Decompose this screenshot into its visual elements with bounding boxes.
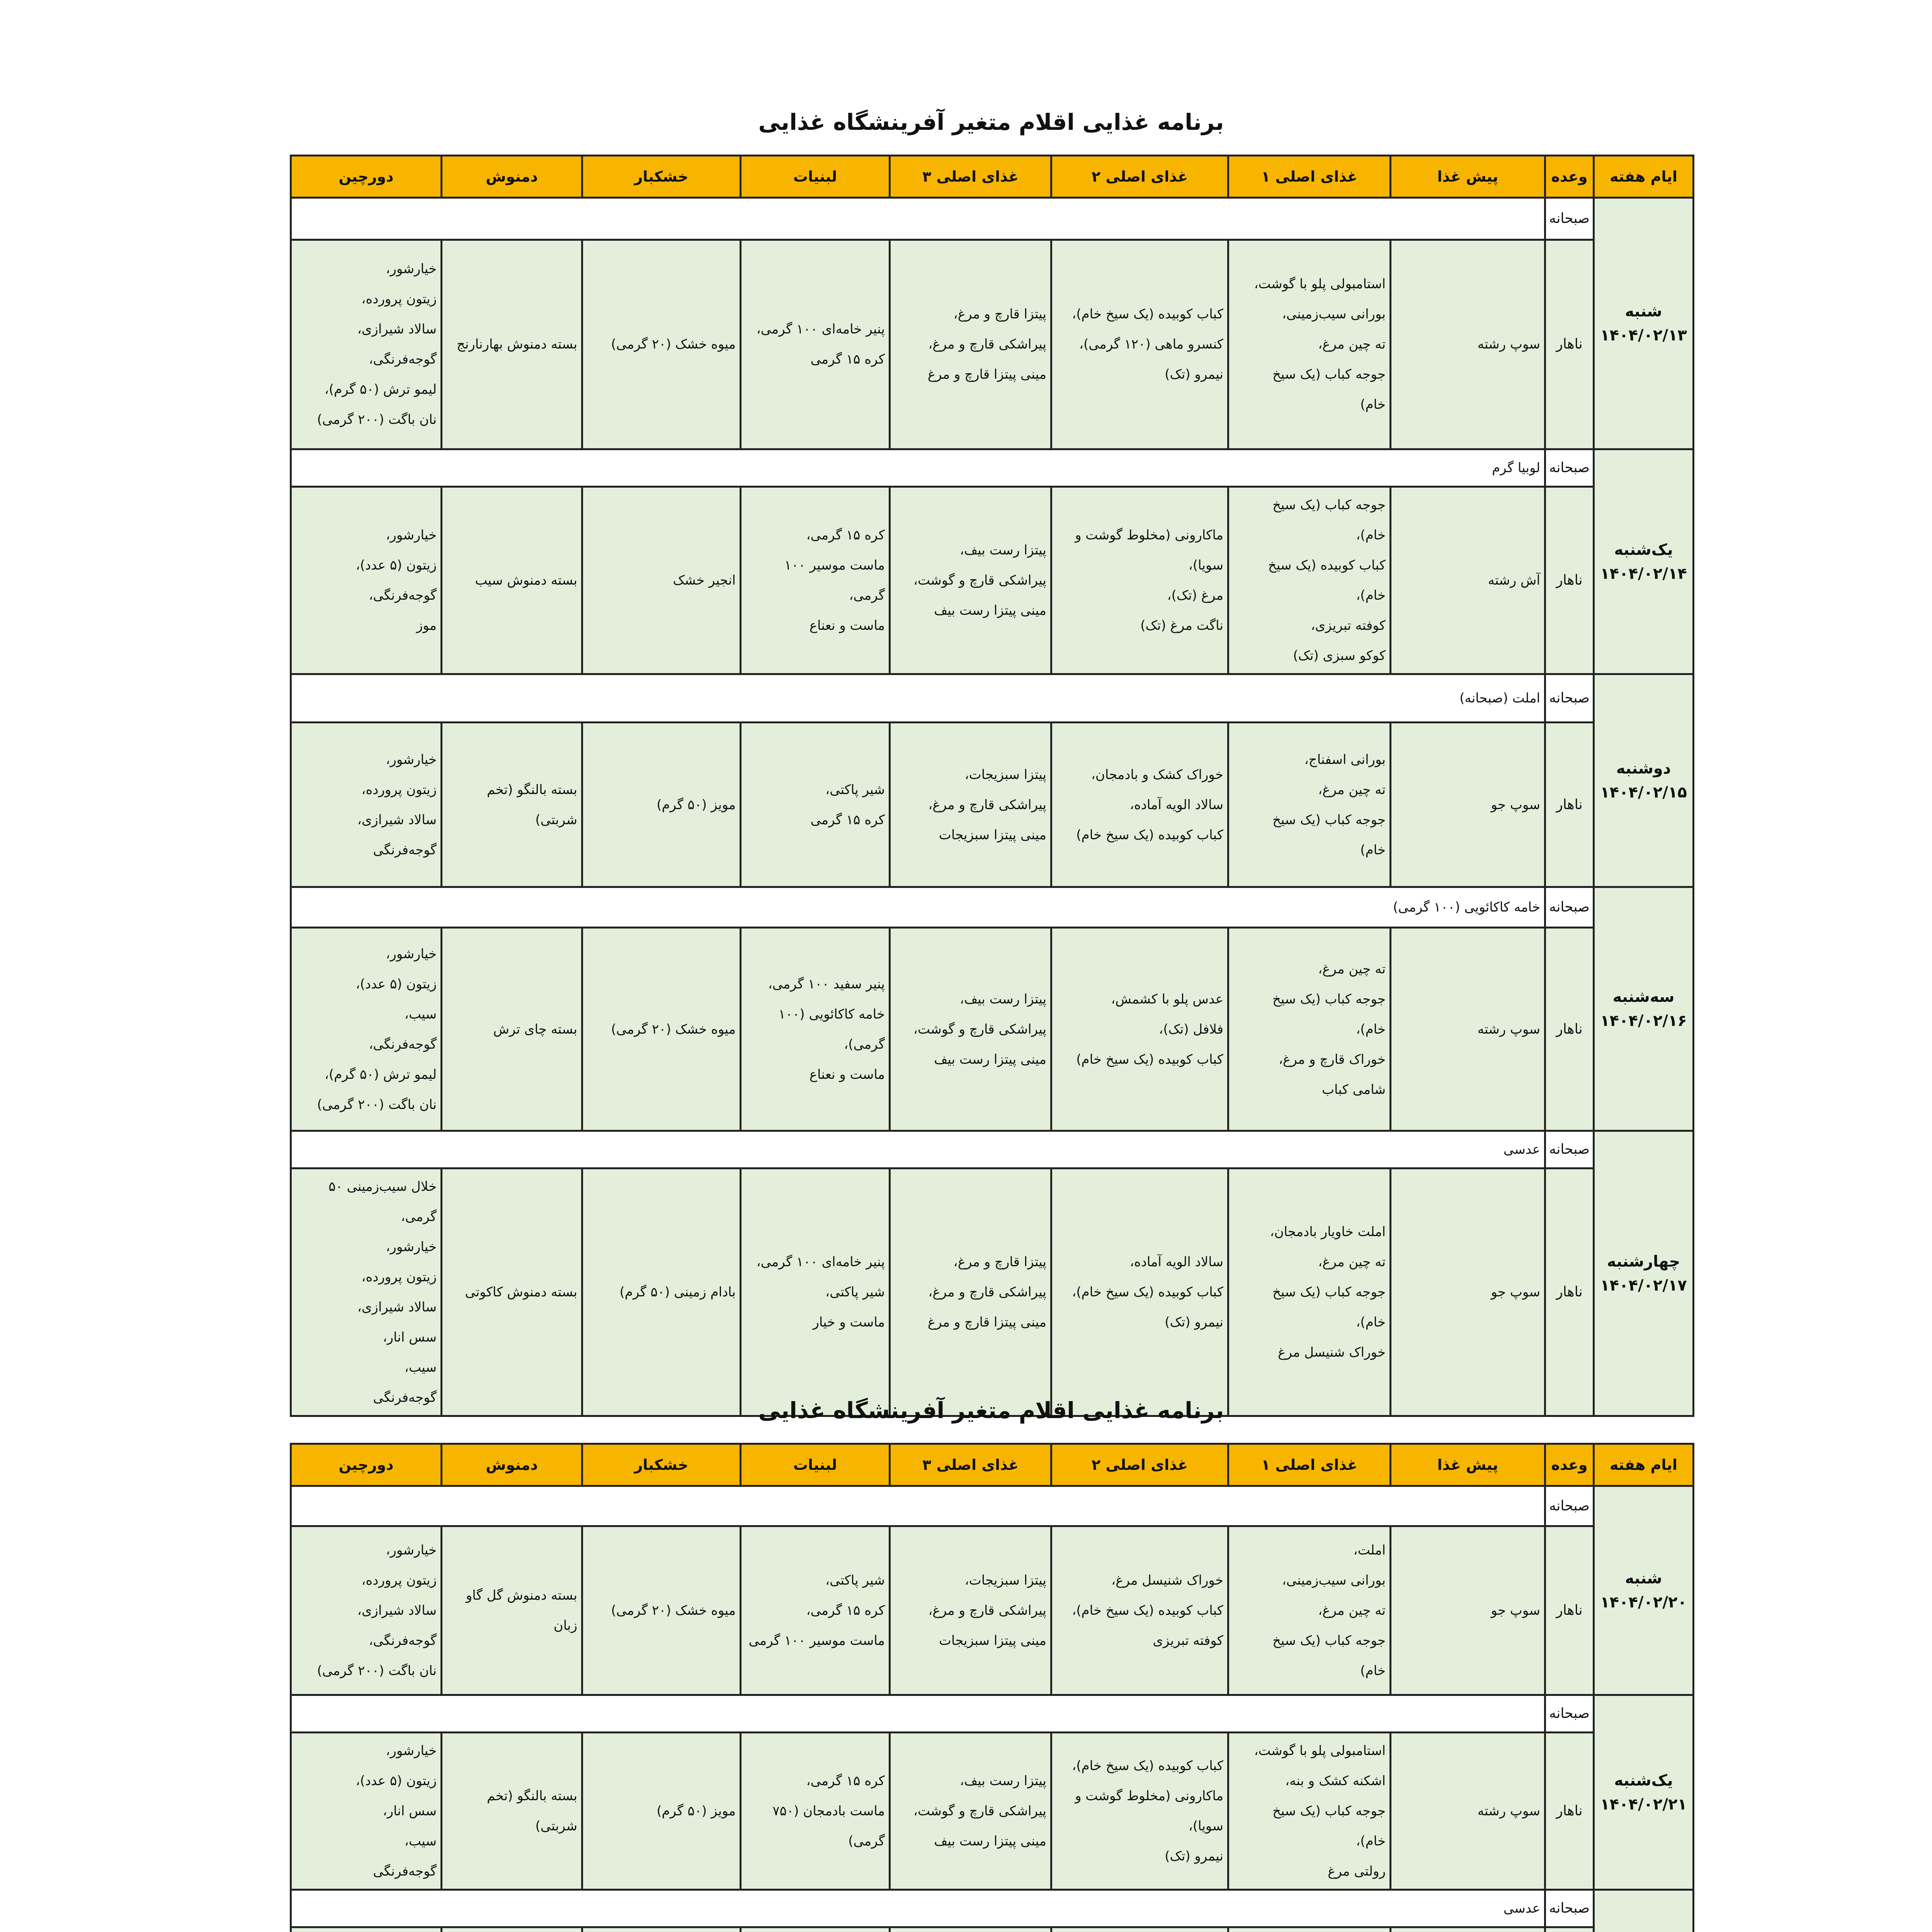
- side-cell: خیارشور، زیتون (۵ عدد)، گوجه‌فرنگی، موز: [291, 487, 442, 674]
- starter-cell: سوپ رشته: [1391, 1733, 1545, 1890]
- dairy-cell: پنیر سفید ۱۰۰ گرمی، خامه کاکائویی (۱۰۰ گرمی)، ماست و نعناع: [741, 928, 890, 1131]
- lunch-row: [291, 1526, 1694, 1695]
- main2-cell: سالاد الویه آماده، کباب کوبیده (یک سیخ خام)، نیمرو (تک): [1051, 1168, 1228, 1416]
- breakfast-label: صبحانه: [1545, 887, 1594, 928]
- header-meal: وعده: [1545, 156, 1594, 198]
- tea-cell: بسته چای ترش: [442, 928, 582, 1131]
- header-main1: غذای اصلی ۱: [1228, 156, 1391, 198]
- breakfast-item: عدسی: [291, 1890, 1545, 1927]
- breakfast-label: صبحانه: [1545, 198, 1594, 240]
- header-row: [291, 1444, 1694, 1486]
- side-cell: خلال سیب‌زمینی ۵۰ گرمی، خیارشور، زیتون پرورده، سالاد شیرازی، سس انار، سیب، گوجه‌فرنگی: [291, 1168, 442, 1416]
- dairy-cell: شیر پاکتی، کره ۱۵ گرمی: [741, 723, 890, 887]
- breakfast-row: [291, 1890, 1694, 1927]
- nuts-cell: مویز (۵۰ گرم): [582, 1733, 741, 1890]
- tea-cell: بسته دمنوش کاکوتی: [442, 1168, 582, 1416]
- header-row: [291, 156, 1694, 198]
- nuts-cell: انجیر خشک: [582, 487, 741, 674]
- header-side: دورچین: [291, 156, 442, 198]
- header-main1: غذای اصلی ۱: [1228, 1444, 1391, 1486]
- day-cell: شنبه ۱۴۰۴/۰۲/۲۰: [1594, 1486, 1694, 1695]
- lunch-label: ناهار: [1545, 240, 1594, 449]
- main1-cell: بورانی اسفناج، ته چین مرغ، جوجه کباب (یک سیخ خام): [1228, 723, 1391, 887]
- breakfast-item: عدسی: [291, 1131, 1545, 1168]
- breakfast-label: صبحانه: [1545, 1486, 1594, 1526]
- header-starter: پیش غذا: [1391, 1444, 1545, 1486]
- main3-cell: [890, 1927, 1051, 1932]
- breakfast-row: [291, 198, 1694, 240]
- side-cell: خیارشور، زیتون پرورده، سالاد شیرازی، گوجه‌فرنگی، لیمو ترش (۵۰ گرم)، نان باگت (۲۰۰ گرمی): [291, 240, 442, 449]
- breakfast-row: [291, 1486, 1694, 1526]
- tea-cell: بسته دمنوش سیب: [442, 487, 582, 674]
- breakfast-label: صبحانه: [1545, 1695, 1594, 1733]
- breakfast-row: [291, 887, 1694, 928]
- dairy-cell: پنیر خامه‌ای ۱۰۰ گرمی، کره ۱۵ گرمی: [741, 240, 890, 449]
- side-cell: خیارشور، زیتون (۵ عدد)، سیب، گوجه‌فرنگی، لیمو ترش (۵۰ گرم)، نان باگت (۲۰۰ گرمی): [291, 928, 442, 1131]
- nuts-cell: بادام زمینی (۵۰ گرم): [582, 1168, 741, 1416]
- main3-cell: پیتزا قارچ و مرغ، پیراشکی قارچ و مرغ، مینی پیتزا قارچ و مرغ: [890, 240, 1051, 449]
- header-starter: پیش غذا: [1391, 156, 1545, 198]
- main3-cell: پیتزا سبزیجات، پیراشکی قارچ و مرغ، مینی پیتزا سبزیجات: [890, 1526, 1051, 1695]
- lunch-label: ناهار: [1545, 723, 1594, 887]
- side-cell: خیارشور، زیتون (۵ عدد)، سس انار، سیب، گوجه‌فرنگی: [291, 1733, 442, 1890]
- page-title: برنامه غذایی اقلام متغیر آفرینشگاه غذایی: [758, 109, 1224, 135]
- nuts-cell: میوه خشک (۲۰ گرمی): [582, 928, 741, 1131]
- tea-cell: بسته بالنگو (تخم شربتی): [442, 723, 582, 887]
- breakfast-item: لوبیا گرم: [291, 449, 1545, 487]
- lunch-row: [291, 1927, 1694, 1932]
- main2-cell: ماکارونی (مخلوط گوشت و سویا)، مرغ (تک)، ناگت مرغ (تک): [1051, 487, 1228, 674]
- main2-cell: خوراک شنیسل مرغ، کباب کوبیده (یک سیخ خام)، کوفته تبریزی: [1051, 1526, 1228, 1695]
- header-main2: غذای اصلی ۲: [1051, 156, 1228, 198]
- lunch-label: ناهار: [1545, 1526, 1594, 1695]
- breakfast-row: [291, 1131, 1694, 1168]
- lunch-row: [291, 1168, 1694, 1416]
- main1-cell: استامبولی پلو با گوشت، اشکنه کشک و بنه، جوجه کباب (یک سیخ خام)، رولتی مرغ: [1228, 1733, 1391, 1890]
- nuts-cell: میوه خشک (۲۰ گرمی): [582, 1526, 741, 1695]
- day-cell: شنبه ۱۴۰۴/۰۲/۱۳: [1594, 198, 1694, 449]
- nuts-cell: [582, 1927, 741, 1932]
- day-cell: یک‌شنبه ۱۴۰۴/۰۲/۱۴: [1594, 449, 1694, 674]
- tea-cell: بسته دمنوش بهارنارنج: [442, 240, 582, 449]
- nuts-cell: میوه خشک (۲۰ گرمی): [582, 240, 741, 449]
- header-nuts: خشکبار: [582, 1444, 741, 1486]
- dairy-cell: [741, 1927, 890, 1932]
- starter-cell: [1391, 1927, 1545, 1932]
- lunch-row: [291, 487, 1694, 674]
- meal-plan-table: [290, 155, 1694, 1417]
- main2-cell: خوراک کشک و بادمجان، سالاد الویه آماده، کباب کوبیده (یک سیخ خام): [1051, 723, 1228, 887]
- main3-cell: پیتزا قارچ و مرغ، پیراشکی قارچ و مرغ، مینی پیتزا قارچ و مرغ: [890, 1168, 1051, 1416]
- breakfast-item: خامه کاکائویی (۱۰۰ گرمی): [291, 887, 1545, 928]
- main2-cell: کباب کوبیده (یک سیخ خام)، کنسرو ماهی (۱۲۰ گرمی)، نیمرو (تک): [1051, 240, 1228, 449]
- breakfast-item: [291, 1695, 1545, 1733]
- dairy-cell: شیر پاکتی، کره ۱۵ گرمی، ماست موسیر ۱۰۰ گرمی: [741, 1526, 890, 1695]
- starter-cell: سوپ جو: [1391, 1168, 1545, 1416]
- lunch-label: [1545, 1927, 1594, 1932]
- main1-cell: ته چین مرغ، جوجه کباب (یک سیخ خام)، خوراک قارچ و مرغ، شامی کباب: [1228, 928, 1391, 1131]
- header-side: دورچین: [291, 1444, 442, 1486]
- breakfast-item: [291, 198, 1545, 240]
- day-cell: [1594, 1890, 1694, 1932]
- header-main3: غذای اصلی ۳: [890, 156, 1051, 198]
- lunch-label: ناهار: [1545, 487, 1594, 674]
- dairy-cell: پنیر خامه‌ای ۱۰۰ گرمی، شیر پاکتی، ماست و خیار: [741, 1168, 890, 1416]
- tea-cell: بسته بالنگو (تخم شربتی): [442, 1733, 582, 1890]
- breakfast-label: صبحانه: [1545, 674, 1594, 723]
- main3-cell: پیتزا سبزیجات، پیراشکی قارچ و مرغ، مینی پیتزا سبزیجات: [890, 723, 1051, 887]
- day-cell: دوشنبه ۱۴۰۴/۰۲/۱۵: [1594, 674, 1694, 887]
- lunch-label: ناهار: [1545, 1733, 1594, 1890]
- day-cell: چهارشنبه ۱۴۰۴/۰۲/۱۷: [1594, 1131, 1694, 1416]
- lunch-label: ناهار: [1545, 1168, 1594, 1416]
- lunch-row: [291, 723, 1694, 887]
- main2-cell: کباب کوبیده (یک سیخ خام)، ماکارونی (مخلوط گوشت و سویا)، نیمرو (تک): [1051, 1733, 1228, 1890]
- header-main3: غذای اصلی ۳: [890, 1444, 1051, 1486]
- breakfast-row: [291, 1695, 1694, 1733]
- main1-cell: املت، بورانی سیب‌زمینی، ته چین مرغ، جوجه کباب (یک سیخ خام): [1228, 1526, 1391, 1695]
- breakfast-label: صبحانه: [1545, 449, 1594, 487]
- day-cell: سه‌شنبه ۱۴۰۴/۰۲/۱۶: [1594, 887, 1694, 1131]
- lunch-row: [291, 240, 1694, 449]
- tea-cell: [442, 1927, 582, 1932]
- main1-cell: جوجه کباب (یک سیخ خام)، کباب کوبیده (یک سیخ خام)، کوفته تبریزی، کوکو سبزی (تک): [1228, 487, 1391, 674]
- main1-cell: [1228, 1927, 1391, 1932]
- main3-cell: پیتزا رست بیف، پیراشکی قارچ و گوشت، مینی پیتزا رست بیف: [890, 487, 1051, 674]
- breakfast-row: [291, 674, 1694, 723]
- header-day: ایام هفته: [1594, 156, 1694, 198]
- header-main2: غذای اصلی ۲: [1051, 1444, 1228, 1486]
- breakfast-item: [291, 1486, 1545, 1526]
- header-dairy: لبنیات: [741, 156, 890, 198]
- nuts-cell: مویز (۵۰ گرم): [582, 723, 741, 887]
- breakfast-label: صبحانه: [1545, 1131, 1594, 1168]
- main1-cell: املت خاویار بادمجان، ته چین مرغ، جوجه کباب (یک سیخ خام)، خوراک شنیسل مرغ: [1228, 1168, 1391, 1416]
- side-cell: خیارشور، زیتون پرورده، سالاد شیرازی، گوجه‌فرنگی: [291, 723, 442, 887]
- breakfast-item: املت (صبحانه): [291, 674, 1545, 723]
- dairy-cell: کره ۱۵ گرمی، ماست موسیر ۱۰۰ گرمی، ماست و نعناع: [741, 487, 890, 674]
- starter-cell: سوپ جو: [1391, 1526, 1545, 1695]
- header-tea: دمنوش: [442, 1444, 582, 1486]
- main2-cell: [1051, 1927, 1228, 1932]
- side-cell: خیارشور، زیتون پرورده، سالاد شیرازی، گوجه‌فرنگی، نان باگت (۲۰۰ گرمی): [291, 1526, 442, 1695]
- starter-cell: سوپ رشته: [1391, 240, 1545, 449]
- header-dairy: لبنیات: [741, 1444, 890, 1486]
- side-cell: [291, 1927, 442, 1932]
- header-nuts: خشکبار: [582, 156, 741, 198]
- page-title: برنامه غذایی اقلام متغیر آفرینشگاه غذایی: [758, 1397, 1224, 1423]
- lunch-row: [291, 1733, 1694, 1890]
- main3-cell: پیتزا رست بیف، پیراشکی قارچ و گوشت، مینی پیتزا رست بیف: [890, 928, 1051, 1131]
- tea-cell: بسته دمنوش گل گاو زبان: [442, 1526, 582, 1695]
- starter-cell: سوپ جو: [1391, 723, 1545, 887]
- breakfast-label: صبحانه: [1545, 1890, 1594, 1927]
- main3-cell: پیتزا رست بیف، پیراشکی قارچ و گوشت، مینی پیتزا رست بیف: [890, 1733, 1051, 1890]
- main2-cell: عدس پلو با کشمش، فلافل (تک)، کباب کوبیده (یک سیخ خام): [1051, 928, 1228, 1131]
- day-cell: یک‌شنبه ۱۴۰۴/۰۲/۲۱: [1594, 1695, 1694, 1890]
- breakfast-row: [291, 449, 1694, 487]
- lunch-label: ناهار: [1545, 928, 1594, 1131]
- dairy-cell: کره ۱۵ گرمی، ماست بادمجان (۷۵۰ گرمی): [741, 1733, 890, 1890]
- header-day: ایام هفته: [1594, 1444, 1694, 1486]
- starter-cell: سوپ رشته: [1391, 928, 1545, 1131]
- header-tea: دمنوش: [442, 156, 582, 198]
- header-meal: وعده: [1545, 1444, 1594, 1486]
- lunch-row: [291, 928, 1694, 1131]
- meal-plan-table: [290, 1443, 1694, 1932]
- starter-cell: آش رشته: [1391, 487, 1545, 674]
- main1-cell: استامبولی پلو با گوشت، بورانی سیب‌زمینی، ته چین مرغ، جوجه کباب (یک سیخ خام): [1228, 240, 1391, 449]
